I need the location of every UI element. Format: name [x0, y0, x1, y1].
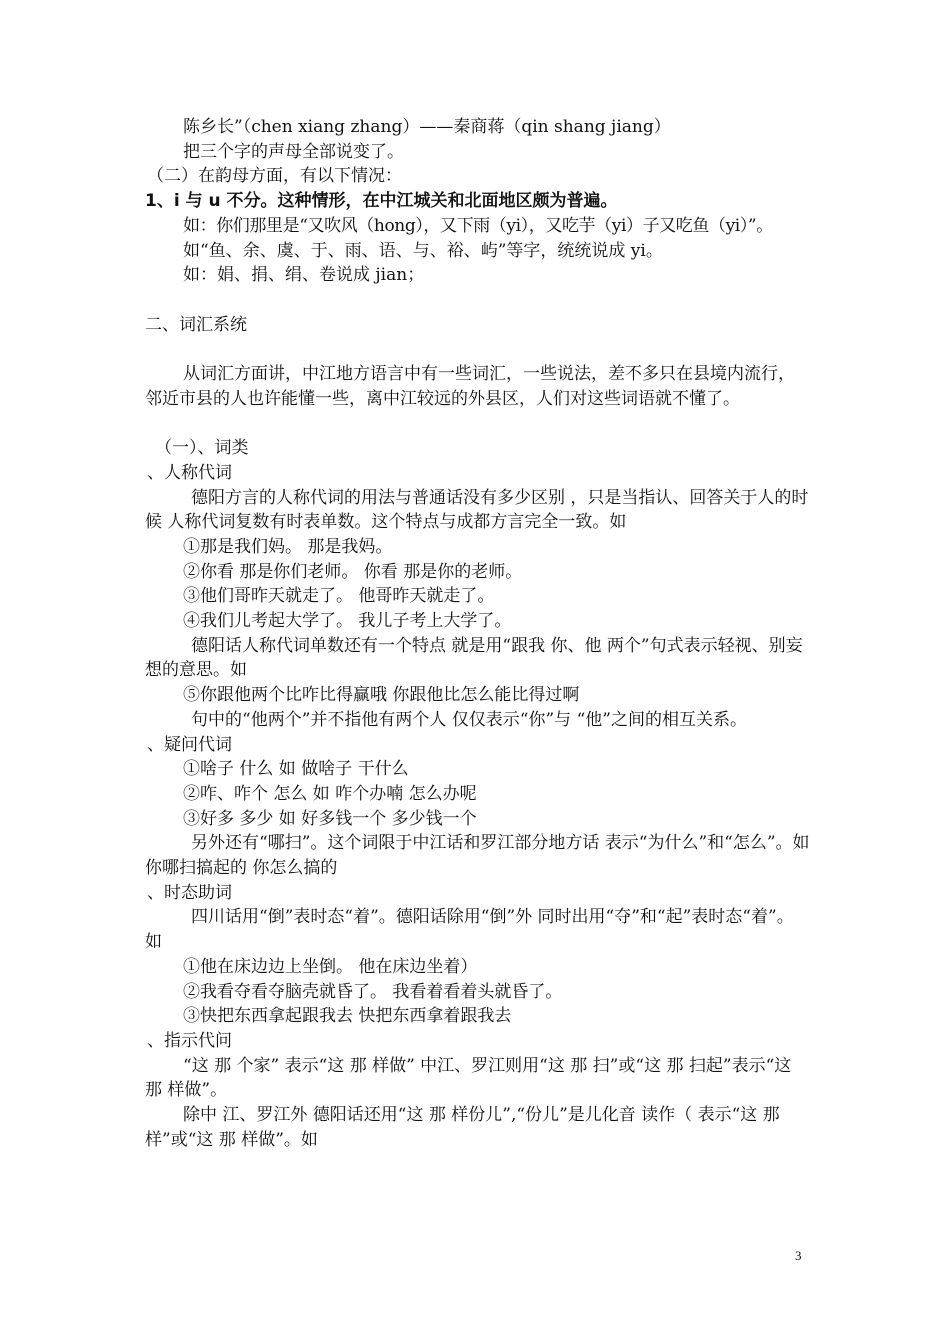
text-line: 如“鱼、余、虞、于、雨、语、与、裕、屿”等字，统统说成 yi。: [183, 240, 663, 261]
text-line: 陈乡长”（chen xiang zhang）——秦商蒋（qin shang jiang）: [183, 117, 671, 137]
paragraph: 德阳方言的人称代词的用法与普通话没有多少区别 ，只是当指认、回答关于人的时候 人称代词复数有时表单数。这个特点与成都方言完全一致。如: [145, 487, 809, 533]
example-line: ④我们儿考起大学了。 我儿子考上大学了。: [183, 611, 512, 632]
paragraph: 除中 江、罗江外 德阳话还用“这 那 样份儿”,“份儿”是儿化音 读作（ 表示“这 那 样”或“这 那 样做”。如: [145, 1105, 780, 1150]
example-line: ③他们哥昨天就走了。 他哥昨天就走了。: [183, 586, 495, 607]
spacer: [145, 288, 810, 313]
example-line: ①那是我们妈。 那是我妈。: [183, 536, 393, 557]
subsection-heading: 、时态助词: [147, 882, 232, 903]
paragraph: 从词汇方面讲，中江地方语言中有一些词汇，一些说法，差不多只在县境内流行，邻近市县的人也许能懂一些，离中江较远的外县区，人们对这些词语就不懂了。: [145, 364, 795, 409]
example-line: ②你看 那是你们老师。 你看 那是你的老师。: [183, 561, 523, 582]
subsection-heading: 、人称代词: [147, 462, 232, 483]
example-line: ①他在床边边上坐倒。 他在床边坐着）: [183, 956, 478, 977]
spacer: [145, 337, 810, 362]
paragraph: 另外还有“哪扫”。这个词限于中江话和罗江部分地方话 表示“为什么”和“怎么”。如 你哪扫搞起的 你怎么搞的: [145, 833, 810, 879]
example-line: ③好多 多少 如 好多钱一个 多少钱一个: [183, 808, 477, 829]
example-line: ⑤你跟他两个比咋比得赢哦 你跟他比怎么能比得过啊: [183, 685, 580, 706]
document-body: [145, 115, 810, 1152]
paragraph: 句中的“他两个”并不指他有两个人 仅仅表示“你”与 “他”之间的相互关系。: [191, 709, 747, 730]
paragraph: 德阳话人称代词单数还有一个特点 就是用“跟我 你、他 两个”句式表示轻视、别妄想的意思。如: [145, 635, 803, 681]
subsection-heading: 、疑问代词: [147, 734, 232, 755]
paragraph: 四川话用“倒”表时态“着”。德阳话除用“倒”外 同时出用“夺”和“起”表时态“着”。如: [145, 907, 794, 953]
subsection-heading: 、指示代问: [147, 1030, 232, 1051]
section-heading: （一）、词类: [155, 438, 249, 459]
numbered-item: 1、i 与 u 不分。这种情形，在中江城关和北面地区颇为普遍。: [145, 191, 618, 212]
section-heading: （二）在韵母方面，有以下情况：: [147, 166, 402, 187]
text-line: 如：娟、捐、绢、卷说成 jian；: [183, 265, 425, 286]
text-line: 如：你们那里是“又吹风（hong），又下雨（yi），又吃芋（yi）子又吃鱼（yi）”。: [183, 215, 773, 236]
example-line: ②我看夺看夺脑壳就昏了。 我看着看着头就昏了。: [183, 981, 563, 1002]
spacer: [145, 411, 810, 436]
example-line: ②咋、咋个 怎么 如 咋个办喃 怎么办呢: [183, 783, 477, 804]
text-line: 把三个字的声母全部说变了。: [183, 141, 404, 162]
page-number: 3: [795, 1248, 802, 1263]
example-line: ③快把东西拿起跟我去 快把东西拿着跟我去: [183, 1006, 512, 1027]
example-line: ①啥子 什么 如 做啥子 干什么: [183, 759, 409, 780]
chapter-heading: 二、词汇系统: [145, 314, 247, 335]
paragraph: “这 那 个家” 表示“这 那 样做” 中江、罗江则用“这 那 扫”或“这 那 扫起”表示“这 那 样做”。: [145, 1055, 792, 1101]
